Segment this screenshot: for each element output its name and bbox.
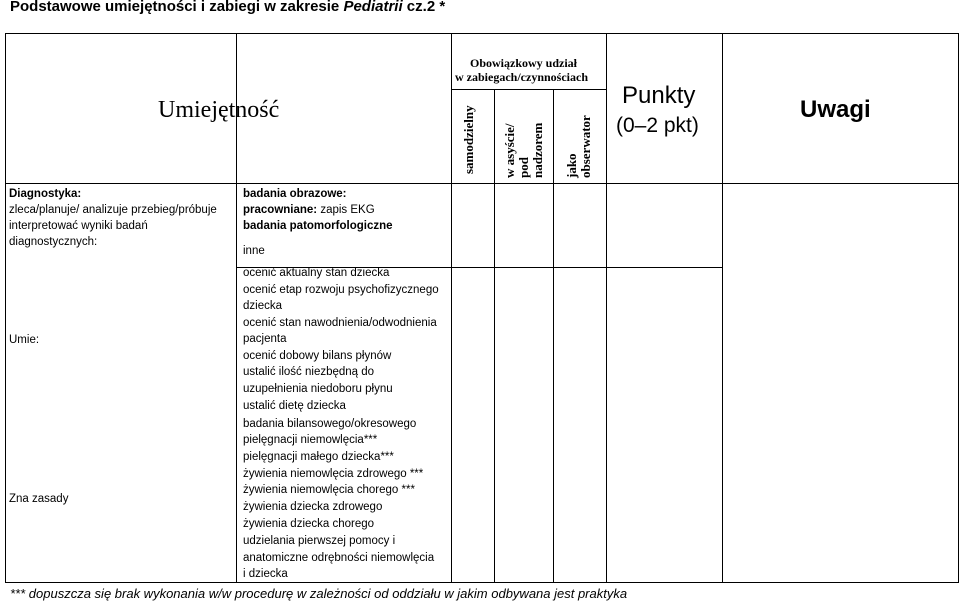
col-observer-header-line2: obserwator bbox=[578, 115, 593, 178]
points-header-line1: Punkty bbox=[622, 82, 696, 109]
footnote: *** dopuszcza się brak wykonania w/w procedurę w zależności od oddziału w jakim odbywana jest praktyka bbox=[10, 586, 628, 601]
list-item: uzupełnienia niedoboru płynu bbox=[243, 383, 393, 395]
skill-header: Umiejętność bbox=[158, 97, 280, 123]
list-item: anatomiczne odrębności niemowlęcia bbox=[243, 552, 435, 564]
list-item: badania obrazowe: bbox=[243, 188, 347, 200]
principles-label: Zna zasady bbox=[9, 493, 69, 505]
list-item: badania patomorfologiczne bbox=[243, 220, 393, 232]
list-item: i dziecka bbox=[243, 568, 288, 580]
list-item: ustalić ilość niezbędną do bbox=[243, 366, 375, 378]
points-header-line2: (0–2 pkt) bbox=[616, 114, 699, 137]
participation-header-line2: w zabiegach/czynnościach bbox=[455, 70, 588, 84]
participation-header-line1: Obowiązkowy udział bbox=[470, 56, 578, 70]
list-item: badania bilansowego/okresowego bbox=[243, 418, 417, 430]
page-title: Podstawowe umiejętności i zabiegi w zakresie Pediatrii cz.2 * bbox=[10, 0, 446, 15]
list-item: pacjenta bbox=[243, 333, 287, 345]
col-assist-header-line1: w asyście/ bbox=[502, 123, 517, 178]
col-observer-header-line1: jako bbox=[564, 153, 579, 178]
list-item: ocenić dobowy bilans płynów bbox=[243, 350, 392, 362]
diagnostics-label-title: Diagnostyka: bbox=[9, 188, 82, 200]
list-item: udzielania pierwszej pomocy i bbox=[243, 535, 396, 547]
list-item: pracowniane: zapis EKG bbox=[243, 204, 375, 216]
list-item: żywienia dziecka zdrowego bbox=[243, 501, 383, 513]
list-item: pielęgnacji niemowlęcia*** bbox=[243, 434, 378, 446]
list-item: pielęgnacji małego dziecka*** bbox=[243, 451, 394, 463]
col-assist-header-line2: pod bbox=[516, 157, 531, 178]
list-item: ocenić aktualny stan dziecka bbox=[243, 267, 390, 279]
list-item: ustalić dietę dziecka bbox=[243, 400, 346, 412]
list-item: ocenić stan nawodnienia/odwodnienia bbox=[243, 317, 437, 329]
col-independent-header: samodzielny bbox=[461, 105, 476, 174]
list-item: żywienia niemowlęcia chorego *** bbox=[243, 484, 415, 496]
list-item: inne bbox=[243, 245, 265, 257]
remarks-header: Uwagi bbox=[800, 96, 871, 123]
list-item: ocenić etap rozwoju psychofizycznego bbox=[243, 284, 439, 296]
can-label: Umie: bbox=[9, 334, 40, 346]
col-assist-header-line3: nadzorem bbox=[530, 122, 545, 178]
list-item: żywienia niemowlęcia zdrowego *** bbox=[243, 468, 424, 480]
list-item: żywienia dziecka chorego bbox=[243, 518, 375, 530]
list-item: dziecka bbox=[243, 300, 282, 312]
